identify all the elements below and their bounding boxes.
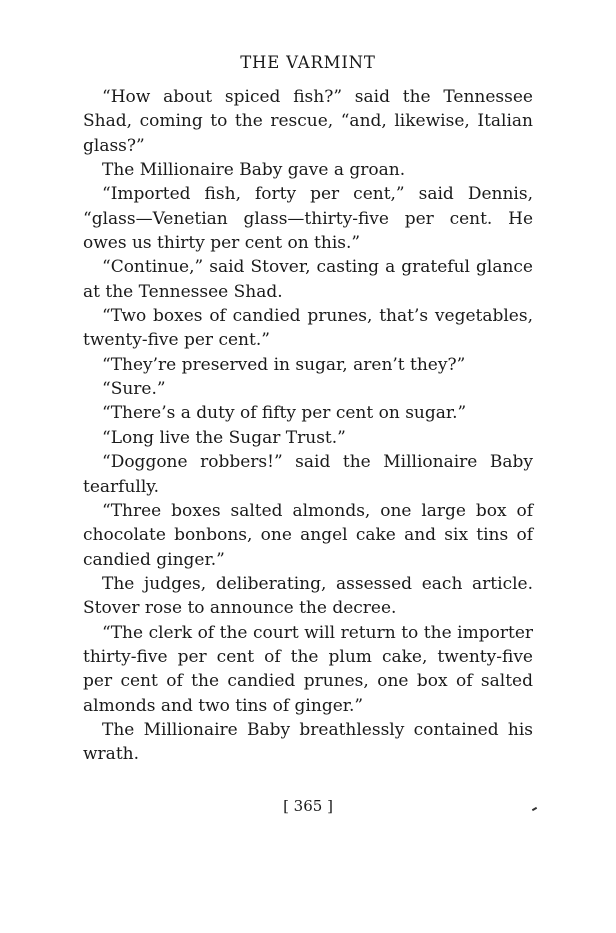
paragraph: “Two boxes of candied prunes, that’s vegetables, twenty-five per cent.”: [83, 306, 533, 351]
paragraph: The judges, deliberating, assessed each article. Stover rose to announce the decree.: [83, 573, 533, 619]
paragraph: “Long live the Sugar Trust.”: [102, 427, 346, 448]
page-number: [ 365 ]: [283, 797, 333, 815]
paragraph: “There’s a duty of fifty per cent on sugar.”: [102, 403, 467, 424]
paragraph: “Three boxes salted almonds, one large box of chocolate bonbons, one angel cake and six tins of candied ginger.”: [83, 500, 533, 570]
paragraph: “They’re preserved in sugar, aren’t they?”: [102, 354, 466, 375]
paragraph: The Millionaire Baby breathlessly contained his wrath.: [83, 719, 533, 765]
body-text: [83, 85, 533, 767]
paragraph: “Sure.”: [102, 379, 166, 400]
paragraph: “Doggone robbers!” said the Millionaire Baby tearfully.: [83, 452, 533, 497]
paragraph: The Millionaire Baby gave a groan.: [102, 160, 406, 181]
ink-speck: [532, 807, 537, 811]
running-head: THE VARMINT: [240, 53, 376, 72]
paragraph: “Continue,” said Stover, casting a grateful glance at the Tennessee Shad.: [83, 257, 533, 302]
paragraph: “How about spiced fish?” said the Tennessee Shad, coming to the rescue, “and, likewise, Italian glass?”: [83, 87, 533, 156]
paragraph: “The clerk of the court will return to the importer thirty-five per cent of the plum cake, twenty-five per cent of the candied prunes, one box of salted almonds and two tins of ginger.”: [83, 622, 533, 716]
paragraph: “Imported fish, forty per cent,” said Dennis, “glass—Venetian glass—thirty-five per cent. He owes us thirty per cent on this.”: [83, 184, 533, 254]
